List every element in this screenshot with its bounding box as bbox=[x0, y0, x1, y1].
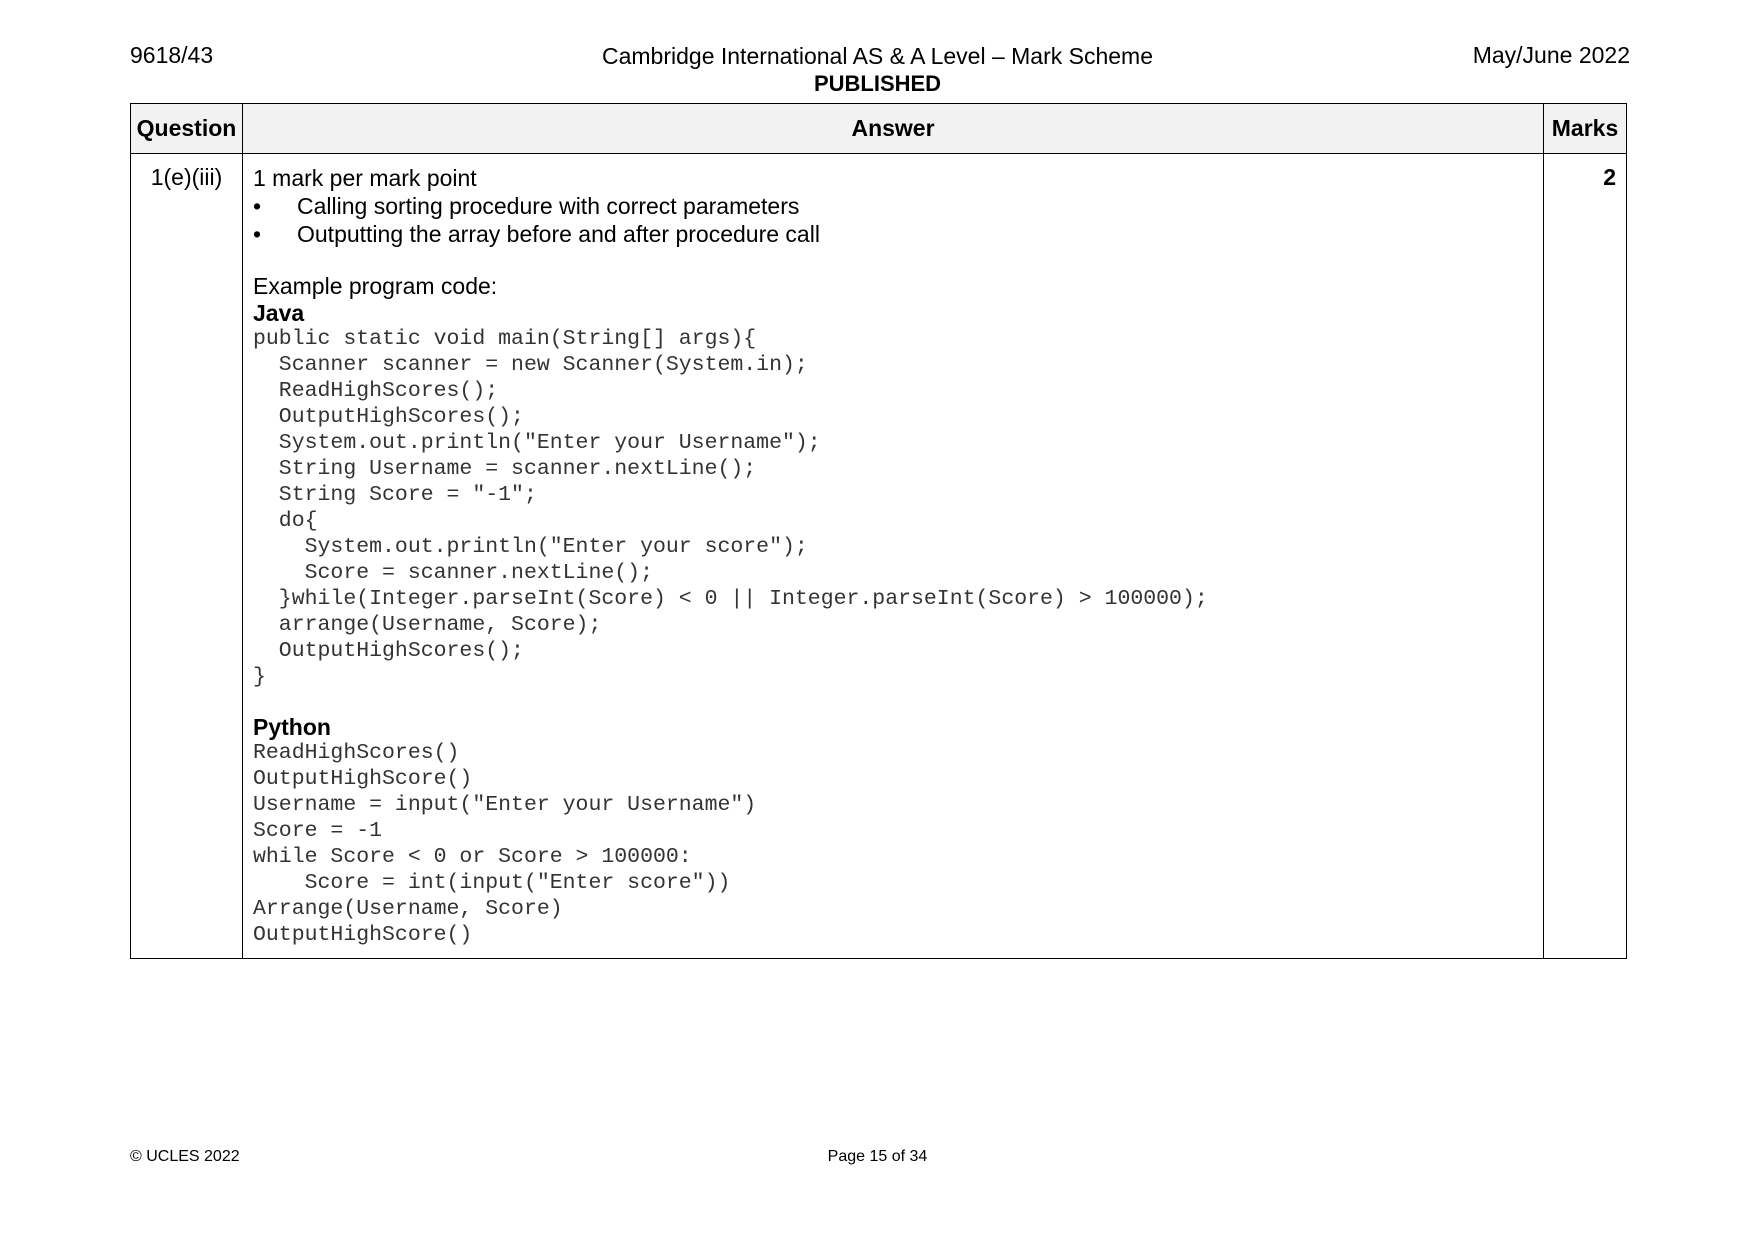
java-heading: Java bbox=[253, 300, 305, 326]
table-header-row bbox=[131, 104, 1627, 154]
marks-value: 2 bbox=[1544, 154, 1627, 959]
mark-scheme-table bbox=[130, 103, 1627, 959]
python-heading: Python bbox=[253, 714, 331, 740]
mark-point: • Outputting the array before and after procedure call bbox=[253, 220, 1533, 248]
java-code-block: public static void main(String[] args){ Scanner scanner = new Scanner(System.in); ReadHighScores(); OutputHighScores(); System.out.println("Enter your Username"); String Username = scanner.nextLine(); String Score = "-1"; do{ System.out.println("Enter your score"); Score = scanner.nextLine(); }while(Integer.parseInt(Score) < 0 || Integer.parseInt(Score) > 100000); arrange(Username, Score); OutputHighScores(); } bbox=[253, 327, 1208, 689]
question-number: 1(e)(iii) bbox=[131, 154, 243, 959]
exam-session: May/June 2022 bbox=[1472, 42, 1630, 68]
published-label: PUBLISHED bbox=[813, 71, 942, 96]
marks-column-header: Marks bbox=[1544, 104, 1627, 154]
example-label: Example program code: bbox=[253, 273, 498, 299]
page-number: Page 15 of 34 bbox=[827, 1148, 928, 1165]
mark-points-list bbox=[253, 192, 1533, 248]
copyright-notice: © UCLES 2022 bbox=[130, 1148, 240, 1165]
python-code-block: ReadHighScores() OutputHighScore() Username = input("Enter your Username") Score = -1 while Score < 0 or Score > 100000: Score = int(input("Enter score")) Arrange(Username, Score) OutputHighScore() bbox=[253, 741, 757, 947]
mark-intro: 1 mark per mark point bbox=[253, 165, 477, 191]
answer-cell bbox=[243, 154, 1544, 959]
paper-code: 9618/43 bbox=[130, 42, 214, 68]
mark-point: • Calling sorting procedure with correct parameters bbox=[253, 192, 1533, 220]
question-column-header: Question bbox=[131, 104, 243, 154]
answer-column-header: Answer bbox=[243, 104, 1544, 154]
table-row bbox=[131, 154, 1627, 959]
document-title: Cambridge International AS & A Level – Mark Scheme bbox=[601, 43, 1154, 69]
